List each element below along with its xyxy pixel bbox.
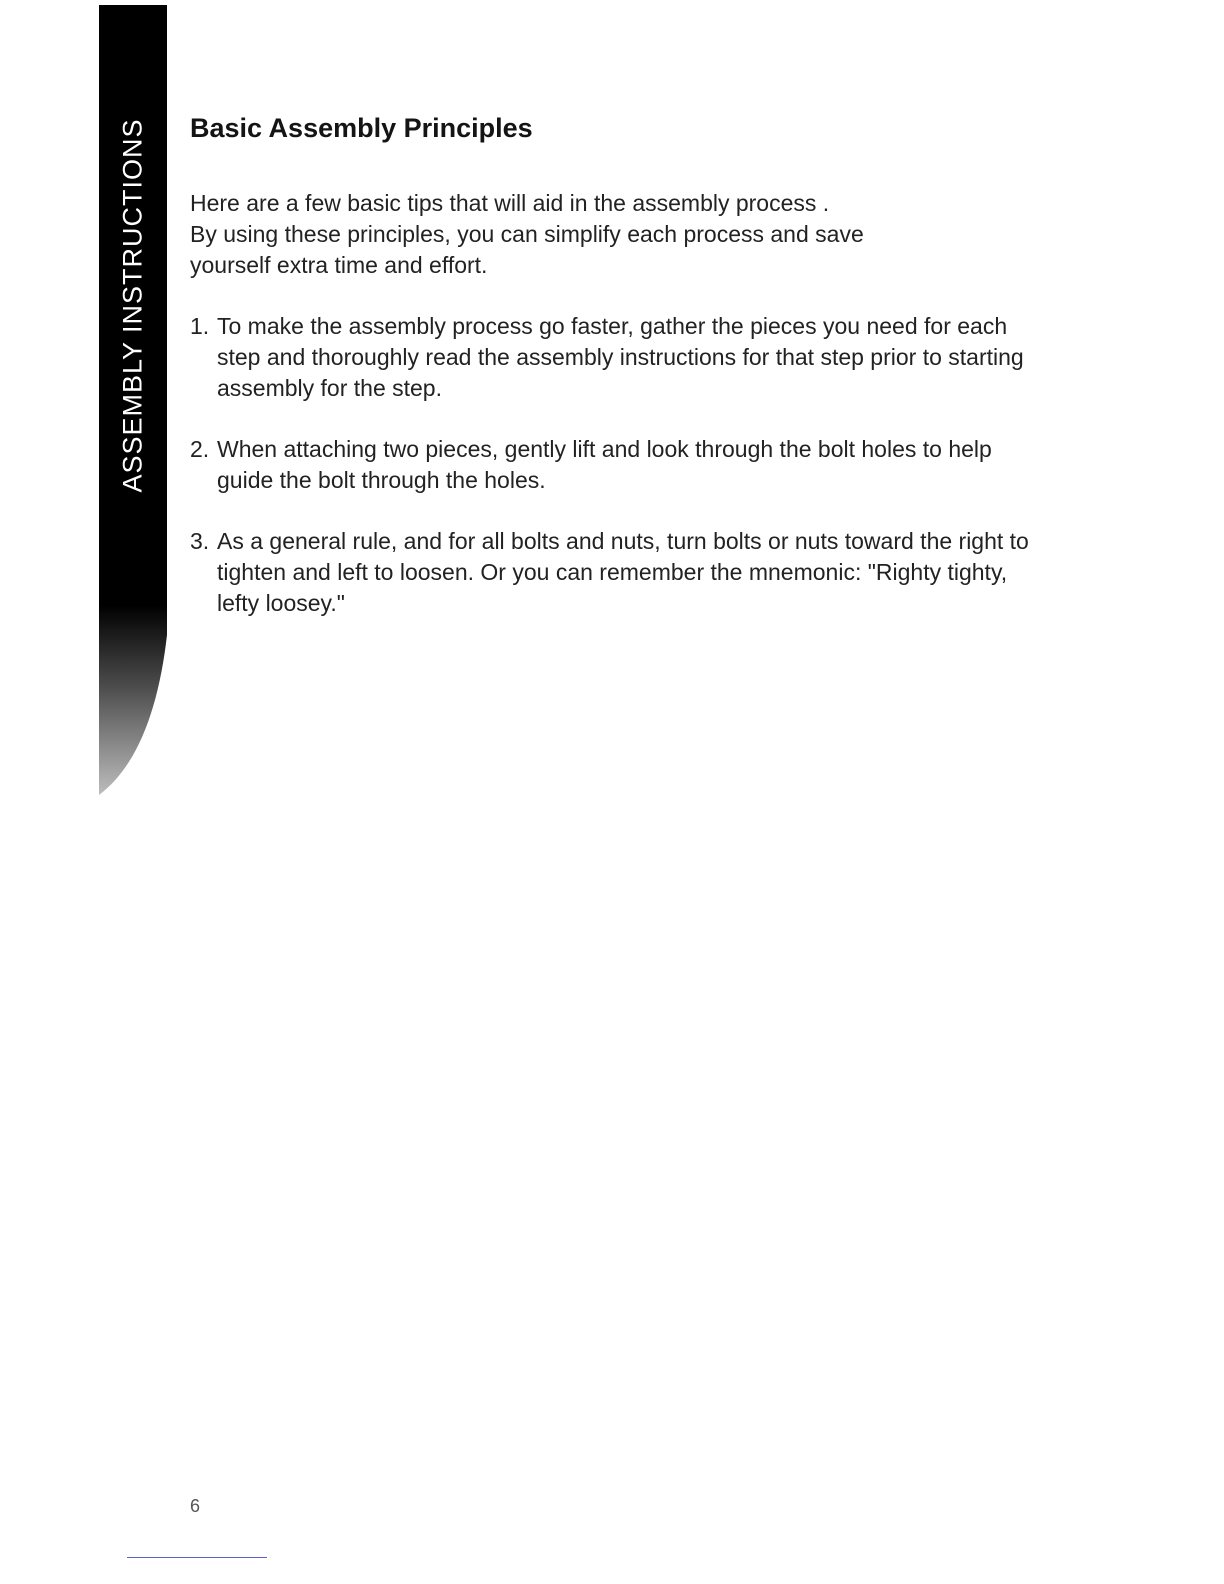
list-item [190,311,1050,404]
page-title: Basic Assembly Principles [190,113,533,143]
tip-number: 3. [190,528,210,554]
tip-number: 2. [190,436,210,462]
list-item [190,434,1050,496]
side-tab [99,5,167,795]
page-number: 6 [190,1496,201,1516]
intro-line: By using these principles, you can simplify each process and save [190,221,864,247]
tip-text: As a general rule, and for all bolts and nuts, turn bolts or nuts toward the right to tighten and left to loosen. Or you can remember the mnemonic: "Righty tighty, lefty loosey." [217,528,1029,616]
intro-line: yourself extra time and effort. [190,252,488,278]
tip-number: 1. [190,313,210,339]
footer-rule [127,1557,267,1558]
main-content [190,110,1050,649]
tip-text: To make the assembly process go faster, gather the pieces you need for each step and thoroughly read the assembly instructions for that step prior to starting assembly for the step. [217,313,1024,401]
side-tab-shape [99,5,167,795]
tips-list [190,311,1050,619]
tip-text: When attaching two pieces, gently lift and look through the bolt holes to help guide the bolt through the holes. [217,436,992,493]
intro-line: Here are a few basic tips that will aid in the assembly process . [190,190,830,216]
list-item [190,526,1050,619]
side-tab-label: ASSEMBLY INSTRUCTIONS [117,117,148,493]
intro-paragraph [190,188,1050,281]
